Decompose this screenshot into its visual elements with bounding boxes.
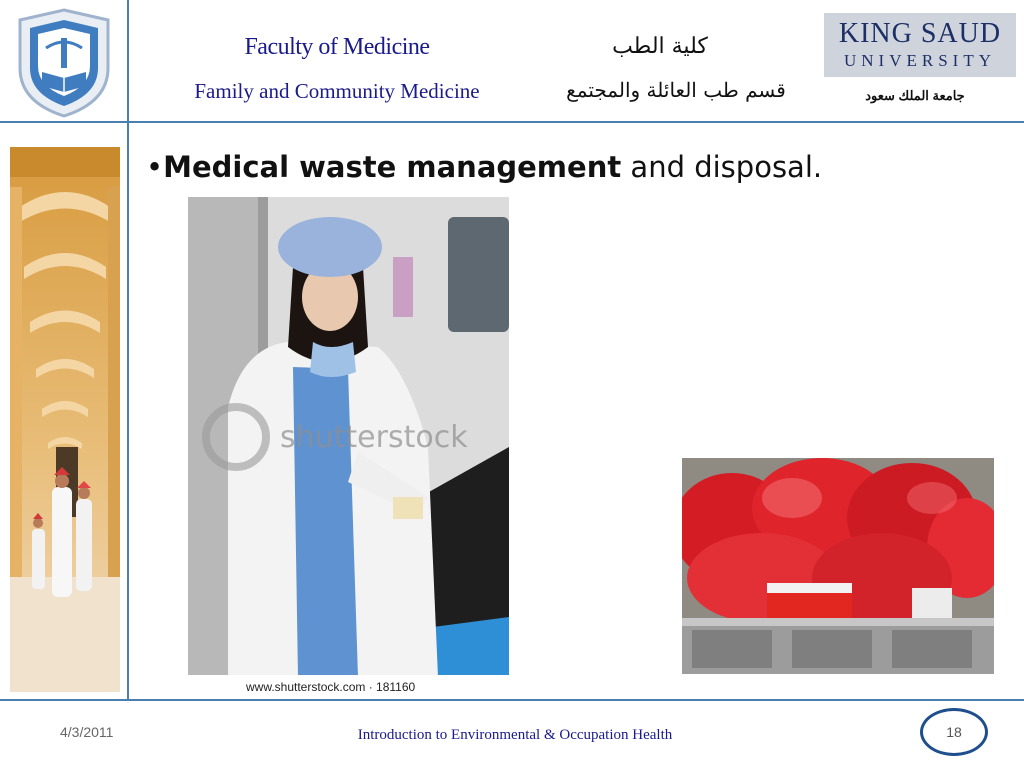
page-number: 18	[946, 724, 962, 740]
bullet-bold-text: Medical waste management	[163, 150, 622, 184]
bullet-text	[146, 150, 822, 184]
logo-line-2: UNIVERSITY	[844, 51, 996, 70]
image-caption: www.shutterstock.com · 181160	[246, 680, 416, 694]
footer-divider	[0, 699, 1024, 701]
footer-date: 4/3/2011	[60, 724, 114, 740]
bullet-marker: •	[146, 150, 164, 184]
faculty-title-arabic: كلية الطب	[612, 34, 708, 59]
header-vertical-divider	[127, 0, 129, 121]
corridor-photo	[10, 147, 120, 692]
department-title-arabic: قسم طب العائلة والمجتمع	[566, 78, 786, 102]
king-saud-university-logo	[824, 13, 1016, 77]
medical-waste-bags-photo	[682, 458, 994, 674]
department-title: Family and Community Medicine	[194, 79, 480, 103]
ksu-seal-logo	[12, 6, 116, 120]
sidebar-vertical-divider	[127, 123, 129, 699]
nurse-disposing-waste-photo	[188, 197, 509, 697]
header-divider	[0, 121, 1024, 123]
watermark-text: shutterstock	[280, 420, 468, 455]
bullet-rest-text: and disposal.	[621, 150, 823, 184]
logo-line-1: KING SAUD	[838, 18, 1002, 49]
page-number-badge	[920, 708, 988, 756]
university-name-arabic: جامعة الملك سعود	[865, 88, 965, 103]
footer-title: Introduction to Environmental & Occupation Health	[357, 727, 673, 743]
faculty-title: Faculty of Medicine	[244, 34, 430, 60]
